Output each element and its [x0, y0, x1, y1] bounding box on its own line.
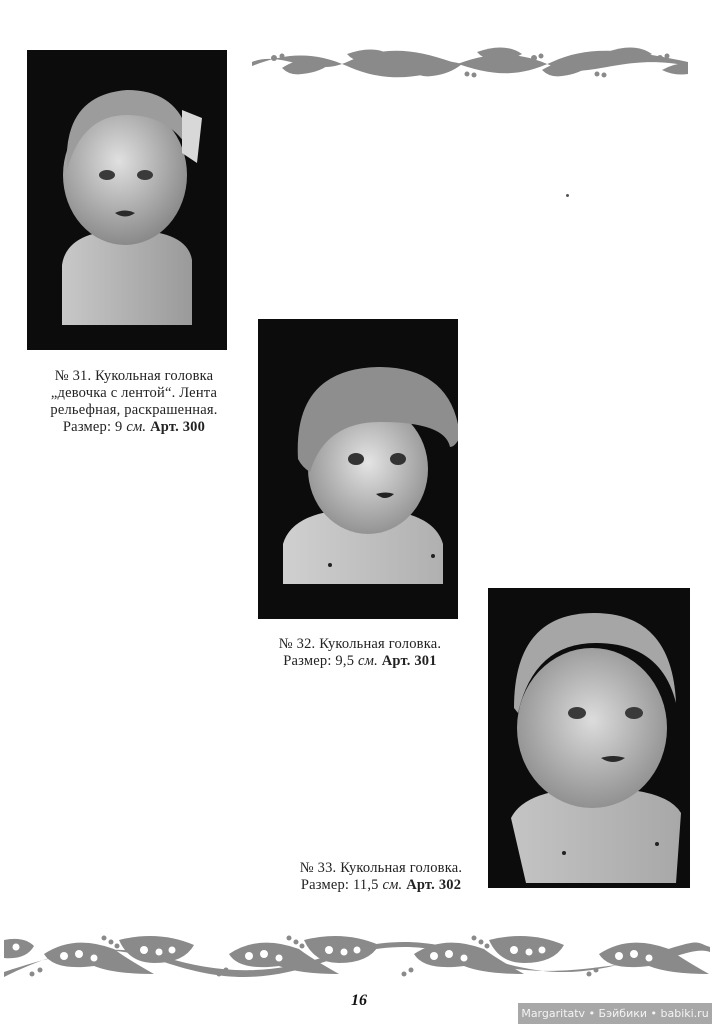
doll-head-parted-hair-icon [488, 588, 690, 888]
caption-item-32 [255, 636, 465, 670]
watermark: Margaritatv • Бэйбики • babiki.ru [518, 1003, 712, 1024]
caption-line: № 32. Кукольная головка. [278, 636, 442, 652]
size-line [255, 653, 465, 670]
doll-head-bob-haircut-icon [258, 319, 458, 619]
floral-vine-icon [252, 44, 688, 80]
photo-doll-head-33 [488, 588, 690, 888]
top-ornament-border [252, 44, 688, 80]
article-number: Арт. 302 [406, 877, 462, 893]
article-number: Арт. 301 [381, 653, 437, 669]
size-label: Размер: 9 [62, 419, 123, 435]
print-speck [566, 194, 569, 197]
article-number: Арт. 300 [150, 419, 206, 435]
bottom-ornament-border [4, 932, 710, 982]
caption-item-31 [28, 368, 240, 436]
photo-doll-head-31 [27, 50, 227, 350]
size-unit: см. [126, 419, 147, 435]
caption-item-33 [276, 860, 486, 894]
size-label: Размер: 9,5 [283, 653, 355, 669]
size-line [28, 419, 240, 436]
size-unit: см. [357, 653, 378, 669]
caption-line: № 31. Кукольная головка [54, 368, 214, 384]
floral-vine-icon [4, 932, 710, 982]
size-label: Размер: 11,5 [300, 877, 379, 893]
caption-line: рельефная, раскрашенная. [50, 402, 218, 418]
page-number: 16 [351, 992, 367, 1009]
size-unit: см. [382, 877, 403, 893]
photo-doll-head-32 [258, 319, 458, 619]
doll-head-girl-with-ribbon-icon [27, 50, 227, 350]
caption-line: № 33. Кукольная головка. [299, 860, 463, 876]
caption-line: „девочка с лентой“. Лента [50, 385, 218, 401]
size-line [276, 877, 486, 894]
